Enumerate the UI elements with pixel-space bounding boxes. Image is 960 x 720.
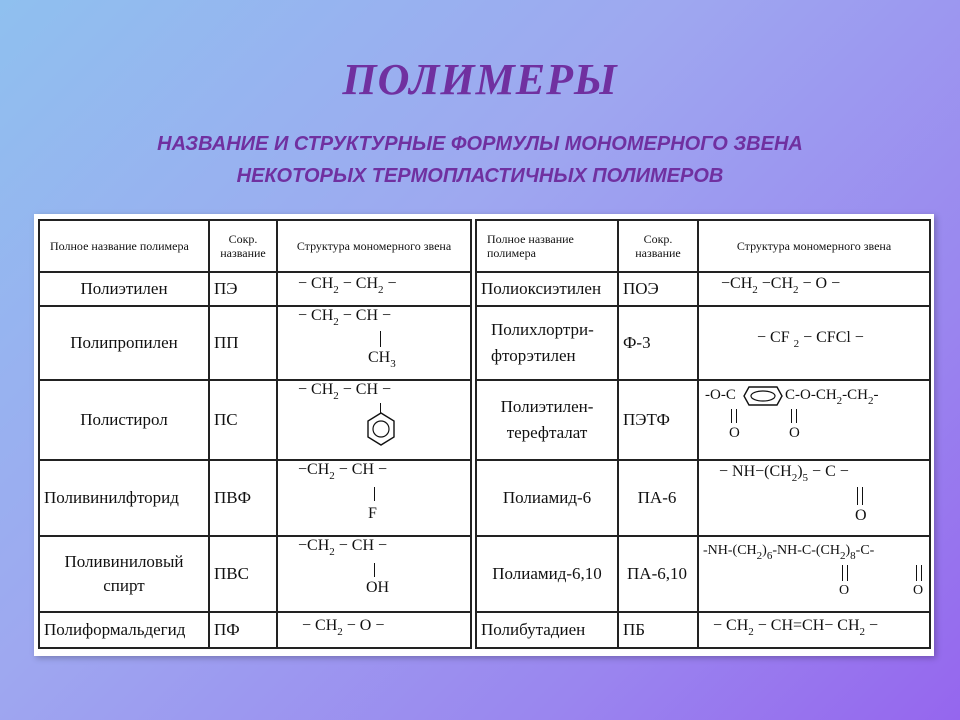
polymer-abbr: ПФ (209, 612, 277, 648)
polymer-abbr: ПЭ (209, 272, 277, 306)
polymer-name: Полихлортри- фторэтилен (476, 306, 618, 380)
polymer-name: Полиэтилен (39, 272, 209, 306)
page-subtitle (0, 128, 960, 192)
polymer-abbr: ПЭТФ (618, 380, 698, 460)
header-structure: Структура мономерного звена (277, 220, 471, 272)
polymer-name: Полипропилен (39, 306, 209, 380)
table-row (476, 380, 930, 460)
polymer-structure: − $CH_2 - CH_2$ − (277, 272, 471, 306)
polymer-abbr: ПС (209, 380, 277, 460)
page-title: ПОЛИМЕРЫ (342, 55, 618, 104)
header-name: Полное название полимера (476, 220, 618, 272)
polymer-structure: $-NH-(CH_2)_6-NH-C-(CH_2)_8-C-$ O O (698, 536, 930, 612)
polymer-name: Полиамид-6 (476, 460, 618, 536)
polymer-abbr: ПБ (618, 612, 698, 648)
polymer-structure: − $NH-(CH_2)_5 - C$ − O (698, 460, 930, 536)
polymer-table-right (475, 219, 931, 649)
polymer-structure: − $CH_2 - O$ − (277, 612, 471, 648)
polymer-abbr: ПВС (209, 536, 277, 612)
table-row (476, 460, 930, 536)
polymer-name: Полиоксиэтилен (476, 272, 618, 306)
polymer-structure: − $CH_2$ − CH − $CH_3$ (277, 306, 471, 380)
polymer-structure: − $CH_2 - CH=CH- CH_2$ − (698, 612, 930, 648)
benzene-ring-icon (743, 385, 783, 407)
subtitle-line-1: НАЗВАНИЕ И СТРУКТУРНЫЕ ФОРМУЛЫ МОНОМЕРНОГО ЗВЕНА (157, 133, 803, 155)
subtitle-line-2: НЕКОТОРЫХ ТЕРМОПЛАСТИЧНЫХ ПОЛИМЕРОВ (236, 165, 724, 187)
table-row (39, 536, 471, 612)
table-row (39, 306, 471, 380)
table-header-row (476, 220, 930, 272)
polymer-name: Полиэтилен- терефталат (476, 380, 618, 460)
polymer-name: Поливинилфторид (39, 460, 209, 536)
polymer-structure: $-CH_2 -CH_2 - O$ − (698, 272, 930, 306)
polymer-abbr: ПП (209, 306, 277, 380)
polymer-structure: -O-C $C-O-CH_2-CH_2-$ O O (698, 380, 930, 460)
polymer-name: Полибутадиен (476, 612, 618, 648)
polymer-abbr: ПОЭ (618, 272, 698, 306)
polymer-abbr: ПА-6,10 (618, 536, 698, 612)
polymer-name: Полиамид-6,10 (476, 536, 618, 612)
benzene-ring-icon (366, 411, 396, 447)
polymer-table-panel (34, 214, 934, 656)
polymer-structure: $-CH_2$ − CH − F (277, 460, 471, 536)
table-row (39, 380, 471, 460)
polymer-table-left (38, 219, 472, 649)
table-row (476, 536, 930, 612)
polymer-name: Поливиниловый спирт (39, 536, 209, 612)
header-abbr: Сокр. название (618, 220, 698, 272)
polymer-abbr: ПА-6 (618, 460, 698, 536)
polymer-structure: $-CH_2$ − CH − OH (277, 536, 471, 612)
polymer-abbr: Ф-3 (618, 306, 698, 380)
header-abbr: Сокр. название (209, 220, 277, 272)
polymer-abbr: ПВФ (209, 460, 277, 536)
header-name: Полное название полимера (39, 220, 209, 272)
polymer-name: Полиформальдегид (39, 612, 209, 648)
table-row (476, 272, 930, 306)
header-structure: Структура мономерного звена (698, 220, 930, 272)
polymer-structure: − $CH_2$ − CH − (277, 380, 471, 460)
table-row (39, 612, 471, 648)
table-row (39, 272, 471, 306)
polymer-structure: − CF $_2$ − CFCl − (698, 306, 930, 380)
polymer-name: Полистирол (39, 380, 209, 460)
table-row (39, 460, 471, 536)
table-row (476, 306, 930, 380)
table-row (476, 612, 930, 648)
table-header-row (39, 220, 471, 272)
